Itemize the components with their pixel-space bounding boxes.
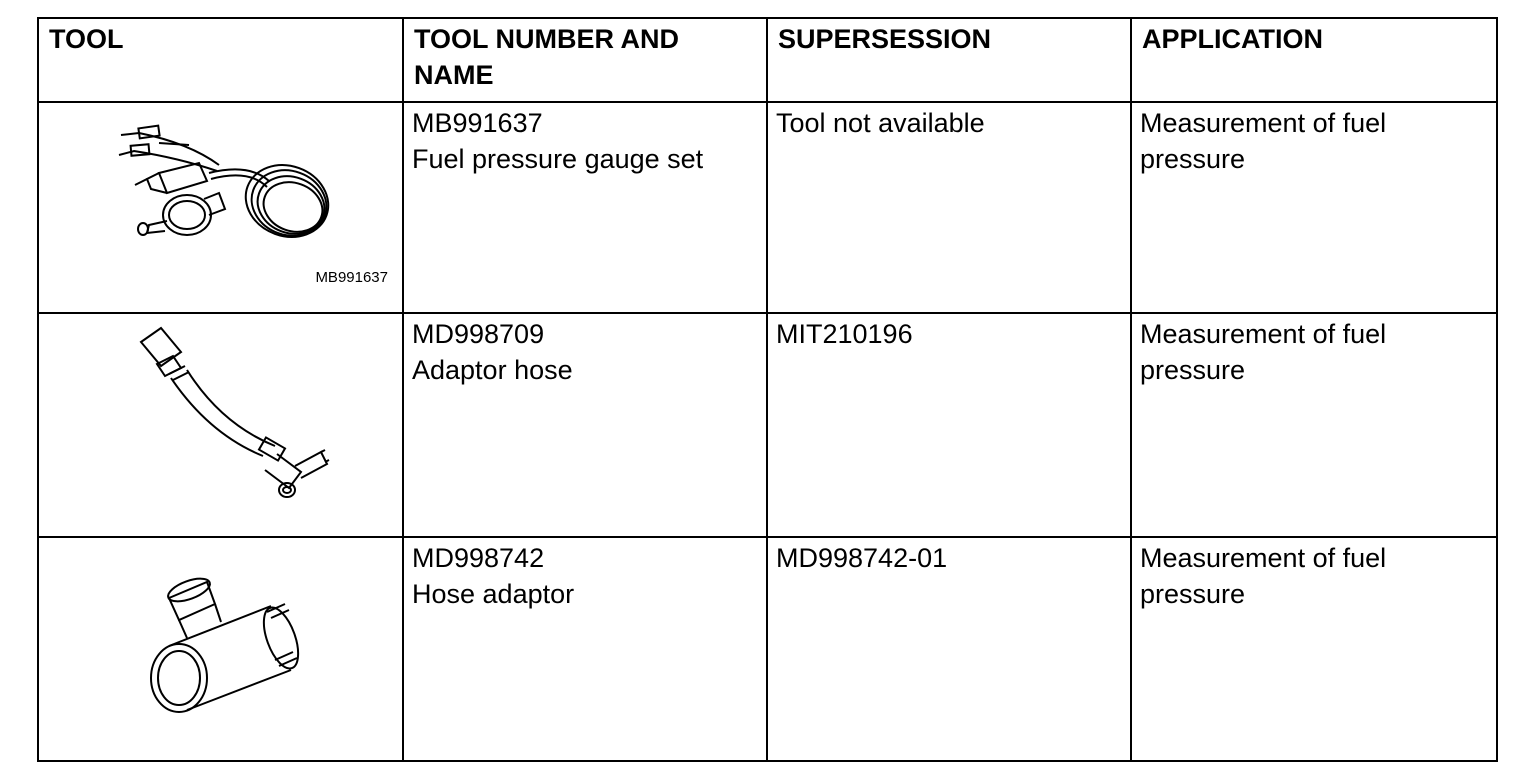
tool-number-and-name-cell xyxy=(403,313,767,537)
tool-name: Fuel pressure gauge set xyxy=(412,144,704,174)
supersession-value: MD998742-01 xyxy=(776,543,948,573)
header-supersession: SUPERSESSION xyxy=(767,18,1131,102)
tool-image-cell xyxy=(38,313,403,537)
tool-name: Hose adaptor xyxy=(412,579,575,609)
tool-number-and-name-cell xyxy=(403,102,767,313)
header-application: APPLICATION xyxy=(1131,18,1497,102)
tool-image-cell xyxy=(38,102,403,313)
table-row xyxy=(38,313,1497,537)
header-tool: TOOL xyxy=(38,18,403,102)
application-cell xyxy=(1131,102,1497,313)
tool-image-caption: MB991637 xyxy=(315,269,388,286)
supersession-cell xyxy=(767,102,1131,313)
table-row xyxy=(38,102,1497,313)
supersession-value: MIT210196 xyxy=(776,319,913,349)
application-cell xyxy=(1131,537,1497,761)
table-row xyxy=(38,537,1497,761)
hose-adaptor-icon xyxy=(39,538,402,762)
header-tool-number-and-name: TOOL NUMBER AND NAME xyxy=(403,18,767,102)
supersession-value: Tool not available xyxy=(776,108,985,138)
tool-number-and-name-cell xyxy=(403,537,767,761)
tool-name: Adaptor hose xyxy=(412,355,573,385)
tool-image-cell xyxy=(38,537,403,761)
supersession-cell xyxy=(767,537,1131,761)
tool-number: MD998709 xyxy=(412,319,545,349)
adaptor-hose-icon xyxy=(39,314,402,538)
tool-number: MB991637 xyxy=(412,108,543,138)
table-header-row xyxy=(38,18,1497,102)
tool-number: MD998742 xyxy=(412,543,545,573)
supersession-cell xyxy=(767,313,1131,537)
application-cell xyxy=(1131,313,1497,537)
special-tools-table xyxy=(37,17,1498,762)
application-value: Measurement of fuel pressure xyxy=(1140,543,1387,609)
application-value: Measurement of fuel pressure xyxy=(1140,319,1387,385)
application-value: Measurement of fuel pressure xyxy=(1140,108,1387,174)
